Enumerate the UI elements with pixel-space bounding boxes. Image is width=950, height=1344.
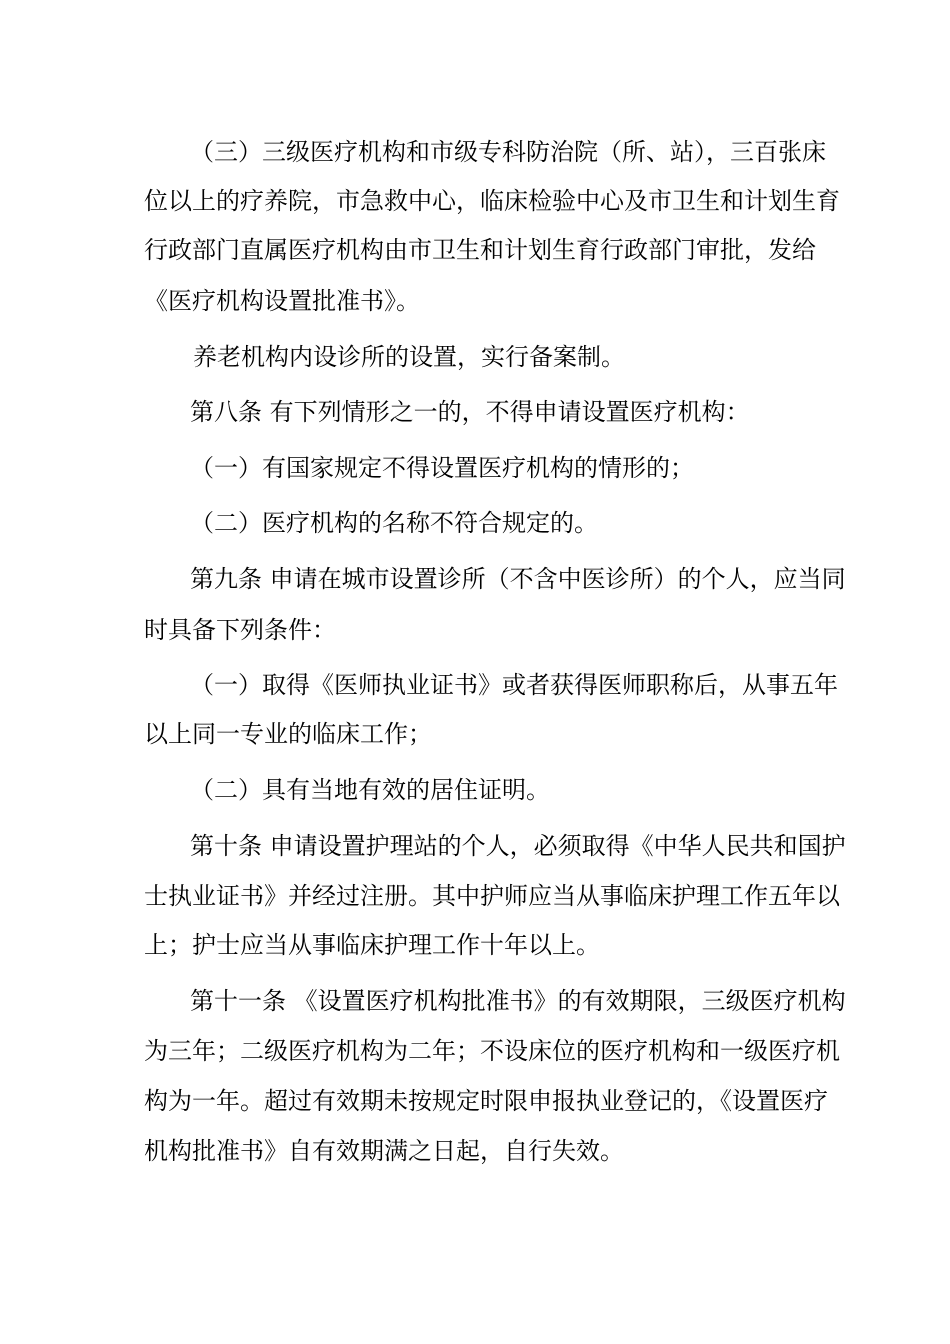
text-line: （二）具有当地有效的居住证明。 bbox=[190, 776, 550, 804]
text-line: 上；护士应当从事临床护理工作十年以上。 bbox=[144, 931, 600, 959]
text-line: （一）有国家规定不得设置医疗机构的情形的； bbox=[190, 454, 694, 482]
text-line: 第九条 申请在城市设置诊所（不含中医诊所）的个人，应当同 bbox=[190, 565, 846, 593]
text-line: 以上同一专业的临床工作； bbox=[144, 720, 432, 748]
text-line: 士执业证书》并经过注册。其中护师应当从事临床护理工作五年以 bbox=[144, 882, 840, 910]
text-line: 时具备下列条件： bbox=[144, 616, 336, 644]
text-line: 第十条 申请设置护理站的个人，必须取得《中华人民共和国护 bbox=[190, 832, 846, 860]
text-line: 第八条 有下列情形之一的，不得申请设置医疗机构： bbox=[190, 398, 750, 426]
text-line: （二）医疗机构的名称不符合规定的。 bbox=[190, 509, 598, 537]
text-line: （一）取得《医师执业证书》或者获得医师职称后，从事五年 bbox=[190, 671, 838, 699]
text-line: 为三年；二级医疗机构为二年；不设床位的医疗机构和一级医疗机 bbox=[144, 1037, 840, 1065]
text-line: 《医疗机构设置批准书》。 bbox=[144, 287, 420, 315]
text-line: 第十一条 《设置医疗机构批准书》的有效期限，三级医疗机构 bbox=[190, 987, 846, 1015]
text-line: 位以上的疗养院，市急救中心，临床检验中心及市卫生和计划生育 bbox=[144, 187, 840, 215]
text-line: 构为一年。超过有效期未按规定时限申报执业登记的，《设置医疗 bbox=[144, 1087, 828, 1115]
text-line: （三）三级医疗机构和市级专科防治院（所、站），三百张床 bbox=[190, 138, 826, 166]
text-line: 养老机构内设诊所的设置，实行备案制。 bbox=[193, 343, 625, 371]
text-line: 机构批准书》自有效期满之日起，自行失效。 bbox=[144, 1137, 624, 1165]
text-line: 行政部门直属医疗机构由市卫生和计划生育行政部门审批，发给 bbox=[144, 236, 816, 264]
